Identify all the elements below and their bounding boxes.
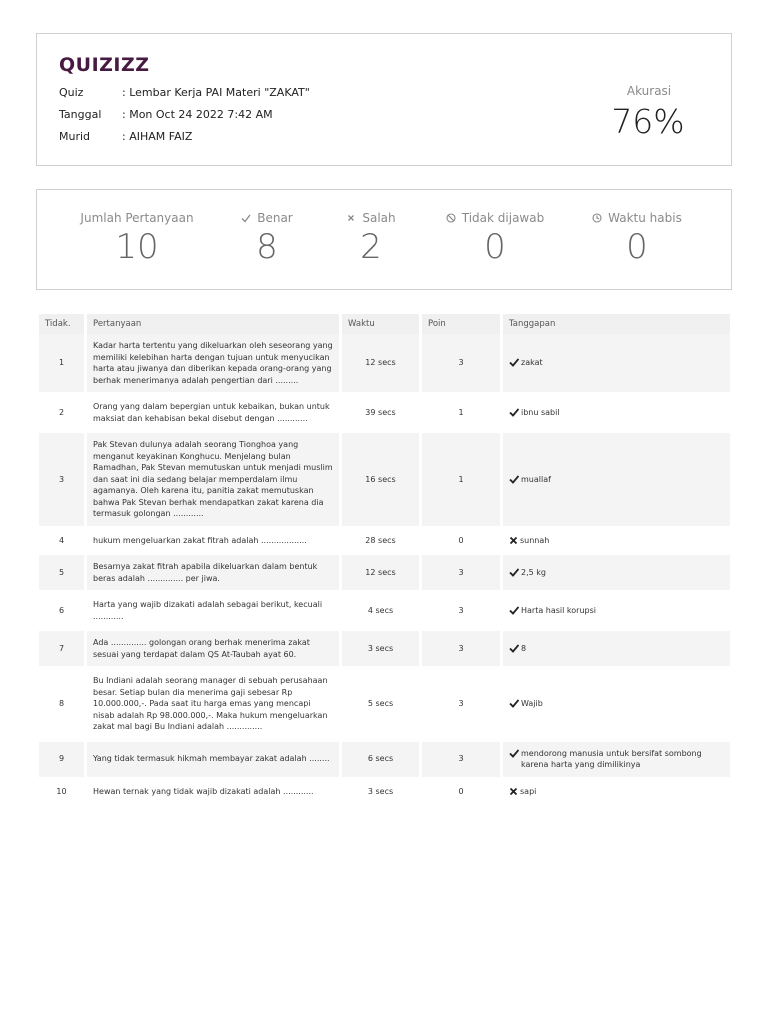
row-response <box>509 643 724 655</box>
stat-unanswered-value: 0 <box>484 227 506 267</box>
row-response-cell <box>503 334 730 395</box>
stat-wrong-value: 2 <box>360 227 382 267</box>
col-time-header: Waktu <box>342 314 419 334</box>
table-row <box>39 742 730 780</box>
row-response-text: muallaf <box>521 474 551 484</box>
accuracy-label: Akurasi <box>626 84 672 98</box>
stat-unanswered <box>435 211 555 267</box>
stat-unanswered-label: Tidak dijawab <box>461 211 545 225</box>
stat-timeout <box>582 211 692 267</box>
check-icon <box>509 606 519 615</box>
row-time: 16 secs <box>342 433 419 529</box>
row-response-text: zakat <box>521 358 543 368</box>
check-icon <box>509 749 519 758</box>
quizizz-logo: QUIZIZZ <box>59 54 150 76</box>
row-points: 3 <box>422 593 500 631</box>
row-time: 28 secs <box>342 529 419 556</box>
stat-correct-label: Benar <box>257 211 293 225</box>
check-icon <box>241 213 251 223</box>
row-response-text: sunnah <box>520 535 550 545</box>
row-response-cell <box>503 555 730 593</box>
row-response-text: 8 <box>521 643 527 653</box>
stat-total-value: 10 <box>115 227 159 267</box>
table-row <box>39 669 730 742</box>
row-response-cell <box>503 433 730 529</box>
quiz-row <box>59 85 310 101</box>
row-response <box>509 357 724 369</box>
stat-total <box>77 211 197 267</box>
row-response <box>509 567 724 579</box>
row-time: 3 secs <box>342 780 419 807</box>
col-points-header: Poin <box>422 314 500 334</box>
row-response <box>509 474 724 486</box>
stats-card <box>36 189 732 290</box>
row-response-cell <box>503 780 730 807</box>
stat-correct-value: 8 <box>256 227 278 267</box>
row-response-cell <box>503 631 730 669</box>
no-entry-icon <box>446 213 456 223</box>
row-points: 3 <box>422 669 500 742</box>
row-time: 12 secs <box>342 334 419 395</box>
row-number: 3 <box>39 433 84 529</box>
row-question: Harta yang wajib dizakati adalah sebagai berikut, kecuali ............ <box>87 593 339 631</box>
quiz-label: Quiz <box>59 86 84 99</box>
row-question: Yang tidak termasuk hikmah membayar zakat adalah ........ <box>87 742 339 780</box>
row-number: 9 <box>39 742 84 780</box>
row-number: 2 <box>39 395 84 433</box>
table-row <box>39 780 730 807</box>
row-points: 0 <box>422 780 500 807</box>
check-icon <box>509 408 519 417</box>
row-response-cell <box>503 742 730 780</box>
accuracy-value: 76% <box>611 102 685 141</box>
clock-icon <box>592 213 602 223</box>
student-row <box>59 129 192 145</box>
stat-timeout-label: Waktu habis <box>608 211 682 225</box>
row-response-cell <box>503 529 730 556</box>
row-question: hukum mengeluarkan zakat fitrah adalah .................. <box>87 529 339 556</box>
stat-wrong <box>331 211 411 267</box>
row-number: 1 <box>39 334 84 395</box>
questions-table <box>36 314 733 806</box>
row-time: 39 secs <box>342 395 419 433</box>
row-number: 5 <box>39 555 84 593</box>
row-points: 1 <box>422 395 500 433</box>
row-points: 3 <box>422 555 500 593</box>
row-question: Ada .............. golongan orang berhak menerima zakat sesuai yang terdapat dalam QS At-Taubah ayat 60. <box>87 631 339 669</box>
col-response-header: Tanggapan <box>503 314 730 334</box>
col-question-header: Pertanyaan <box>87 314 339 334</box>
table-row <box>39 529 730 556</box>
student-label: Murid <box>59 130 91 143</box>
row-response-text: Harta hasil korupsi <box>521 605 596 615</box>
table-header-row <box>39 314 730 334</box>
stat-wrong-label: Salah <box>362 211 396 225</box>
row-number: 7 <box>39 631 84 669</box>
row-response-text: 2,5 kg <box>521 567 546 577</box>
row-response <box>509 407 724 419</box>
date-label: Tanggal <box>59 108 102 121</box>
row-response <box>509 786 724 798</box>
row-response <box>509 698 724 710</box>
cross-icon <box>346 213 356 223</box>
row-response-text: mendorong manusia untuk bersifat sombong karena harta yang dimilikinya <box>521 748 702 769</box>
cross-icon <box>509 536 518 545</box>
row-points: 3 <box>422 631 500 669</box>
date-row <box>59 107 273 123</box>
row-question: Kadar harta tertentu yang dikeluarkan oleh seseorang yang memiliki kelebihan harta dengan tujuan untuk menyucikan harta atau jiwanya dan diberikan kepada orang-orang yang berhak menerimanya adalah pengertian dari ......... <box>87 334 339 395</box>
quiz-value: : Lembar Kerja PAI Materi "ZAKAT" <box>122 86 310 99</box>
row-question: Bu Indiani adalah seorang manager di sebuah perusahaan besar. Setiap bulan dia menerima gaji sebesar Rp 10.000.000,-. Pada saat itu harga emas yang mencapi nisab adalah Rp 98.000.000,-. Maka hukum mengeluarkan zakat mal bagi Bu Indiani adalah .............. <box>87 669 339 742</box>
stat-timeout-value: 0 <box>626 227 648 267</box>
check-icon <box>509 475 519 484</box>
row-response-text: sapi <box>520 786 537 796</box>
check-icon <box>509 644 519 653</box>
row-points: 3 <box>422 334 500 395</box>
check-icon <box>509 568 519 577</box>
table-row <box>39 433 730 529</box>
row-question: Pak Stevan dulunya adalah seorang Tionghoa yang menganut keyakinan Konghucu. Menjelang bulan Ramadhan, Pak Stevan memutuskan untuk menjadi muslim dan saat ini dia sedang belajar memperdalam ilmu agamanya. Oleh karena itu, panitia zakat memutuskan bahwa Pak Stevan berhak mendapatkan zakat karena dia termasuk golongan ............ <box>87 433 339 529</box>
student-value: : AIHAM FAIZ <box>122 130 193 143</box>
row-time: 3 secs <box>342 631 419 669</box>
row-points: 1 <box>422 433 500 529</box>
row-time: 6 secs <box>342 742 419 780</box>
row-points: 3 <box>422 742 500 780</box>
row-question: Hewan ternak yang tidak wajib dizakati adalah ............ <box>87 780 339 807</box>
row-response <box>509 605 724 617</box>
row-response-cell <box>503 395 730 433</box>
stat-total-label: Jumlah Pertanyaan <box>80 211 194 225</box>
cross-icon <box>509 787 518 796</box>
table-row <box>39 631 730 669</box>
row-time: 4 secs <box>342 593 419 631</box>
row-question: Orang yang dalam bepergian untuk kebaikan, bukan untuk maksiat dan kehabisan bekal disebut dengan ............ <box>87 395 339 433</box>
date-value: : Mon Oct 24 2022 7:42 AM <box>122 108 273 121</box>
row-number: 6 <box>39 593 84 631</box>
row-time: 12 secs <box>342 555 419 593</box>
table-row <box>39 593 730 631</box>
table-row <box>39 334 730 395</box>
row-question: Besarnya zakat fitrah apabila dikeluarkan dalam bentuk beras adalah .............. per jiwa. <box>87 555 339 593</box>
row-response-text: Wajib <box>521 699 543 708</box>
stat-correct <box>227 211 307 267</box>
row-number: 8 <box>39 669 84 742</box>
row-number: 10 <box>39 780 84 807</box>
table-row <box>39 395 730 433</box>
row-response <box>509 748 724 771</box>
check-icon <box>509 699 519 708</box>
row-time: 5 secs <box>342 669 419 742</box>
row-number: 4 <box>39 529 84 556</box>
row-response <box>509 535 724 547</box>
table-row <box>39 555 730 593</box>
row-response-cell <box>503 593 730 631</box>
check-icon <box>509 358 519 367</box>
row-points: 0 <box>422 529 500 556</box>
col-no-header: Tidak. <box>39 314 84 334</box>
row-response-cell <box>503 669 730 742</box>
quiz-header-card <box>36 33 732 166</box>
row-response-text: ibnu sabil <box>521 407 560 417</box>
